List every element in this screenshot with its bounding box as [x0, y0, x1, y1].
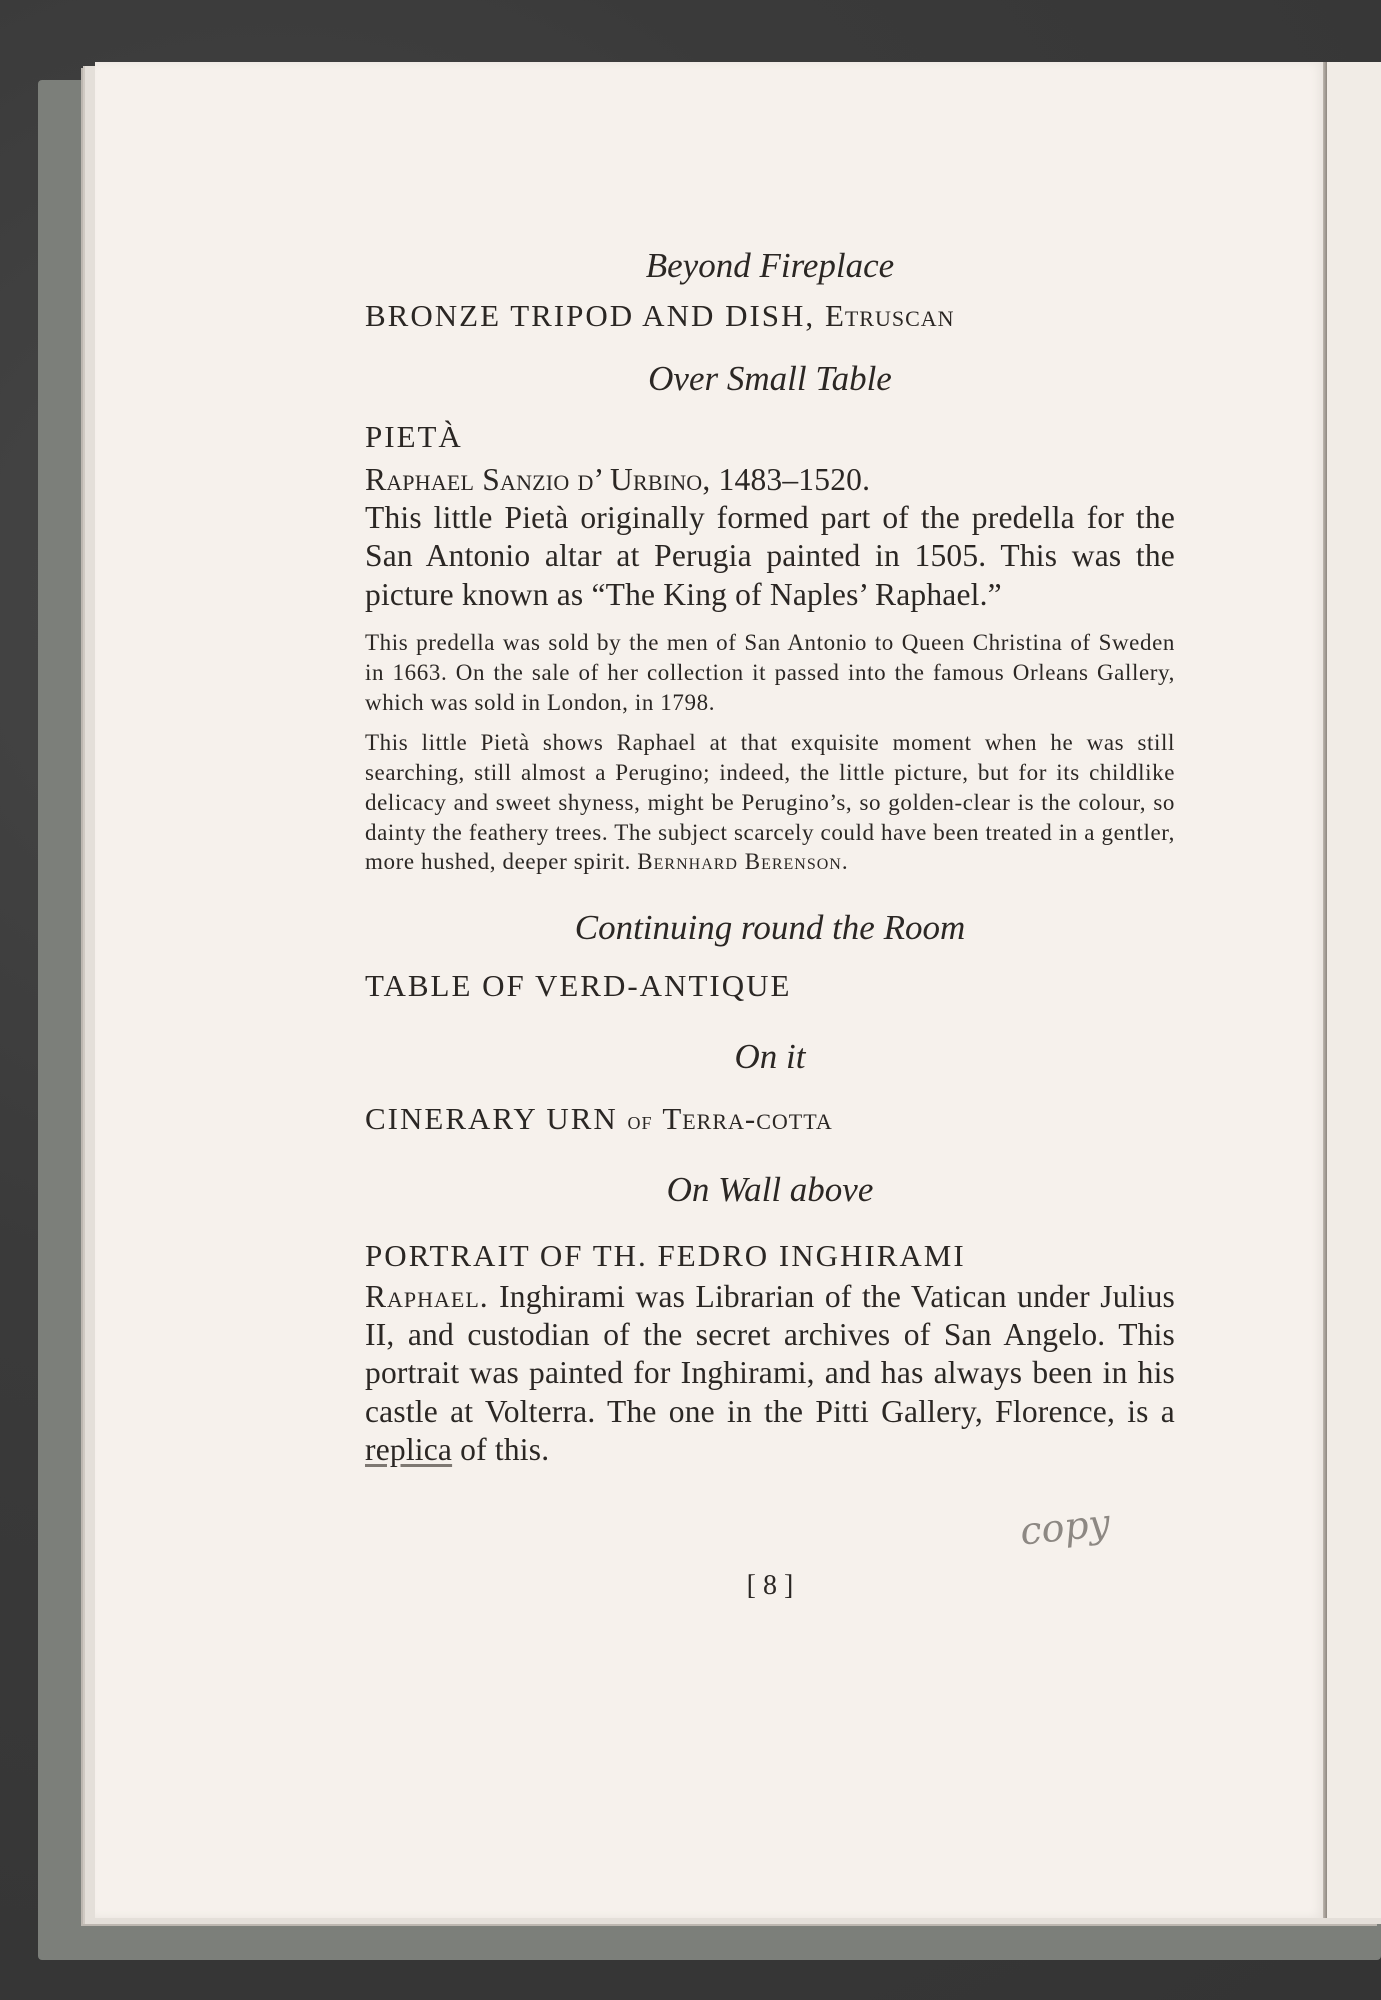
section-heading-on-it: On it	[734, 1037, 806, 1077]
facing-page-edge	[1327, 62, 1381, 1918]
pieta-artist: Raphael Sanzio d’ Urbino, 1483–1520.	[365, 461, 871, 497]
section-heading-beyond-fireplace: Beyond Fireplace	[645, 246, 895, 285]
urn-of: of	[627, 1106, 653, 1136]
tripod-entry	[365, 297, 1175, 336]
pieta-provenance-note: This predella was sold by the men of San Antonio to Queen Christina of Sweden in 1663. On the sale of her collection it passed into the famous Orleans Gallery, which was sold in London, in 1798.	[365, 630, 1175, 715]
urn-title: CINERARY URN	[365, 1101, 618, 1137]
section-heading-over-small-table: Over Small Table	[648, 358, 892, 398]
section-heading-continuing: Continuing round the Room	[574, 908, 966, 948]
portrait-title: PORTRAIT OF TH. FEDRO INGHIRAMI	[365, 1237, 966, 1273]
pieta-description: This little Pietà originally formed part of the predella for the San Antonio altar at Perugia painted in 1505. This was the picture known as “The King of Naples’ Raphael.”	[365, 499, 1175, 612]
table-title: TABLE OF VERD-ANTIQUE	[365, 968, 792, 1004]
section-heading-on-wall-above: On Wall above	[666, 1169, 874, 1209]
pieta-quote-author: Bernhard Berenson.	[637, 849, 849, 875]
pieta-berenson-quote	[365, 728, 1175, 877]
portrait-desc-text: Inghirami was Librarian of the Vatican under Julius II, and custodian of the secret archives of San Angelo. This portrait was painted for Inghirami, and has always been in his castle at Volterra. The one in the Pitti Gallery, Florence, is a	[365, 1278, 1175, 1429]
urn-entry	[365, 1100, 1175, 1139]
portrait-artist: Raphael.	[365, 1278, 489, 1314]
tripod-title: BRONZE TRIPOD AND DISH,	[365, 298, 816, 333]
handwritten-annotation: copy	[1017, 1500, 1113, 1554]
urn-material: Terra-cotta	[662, 1101, 833, 1137]
portrait-description	[365, 1278, 1175, 1470]
portrait-desc-end: of this.	[460, 1432, 550, 1468]
tripod-origin: Etruscan	[824, 298, 955, 333]
pieta-quote-text: This little Pietà shows Raphael at that exquisite moment when he was still searching, still almost a Perugino; indeed, the little picture, but for its childlike delicacy and sweet shyness, might be Perugino’s, so golden-clear is the colour, so dainty the feathery trees. The subject scarcely could have been treated in a gentler, more hushed, deeper spirit.	[365, 729, 1175, 875]
pieta-title: PIETÀ	[365, 418, 463, 454]
page-number: [ 8 ]	[746, 1570, 794, 1601]
portrait-replica-word: replica	[365, 1432, 453, 1468]
